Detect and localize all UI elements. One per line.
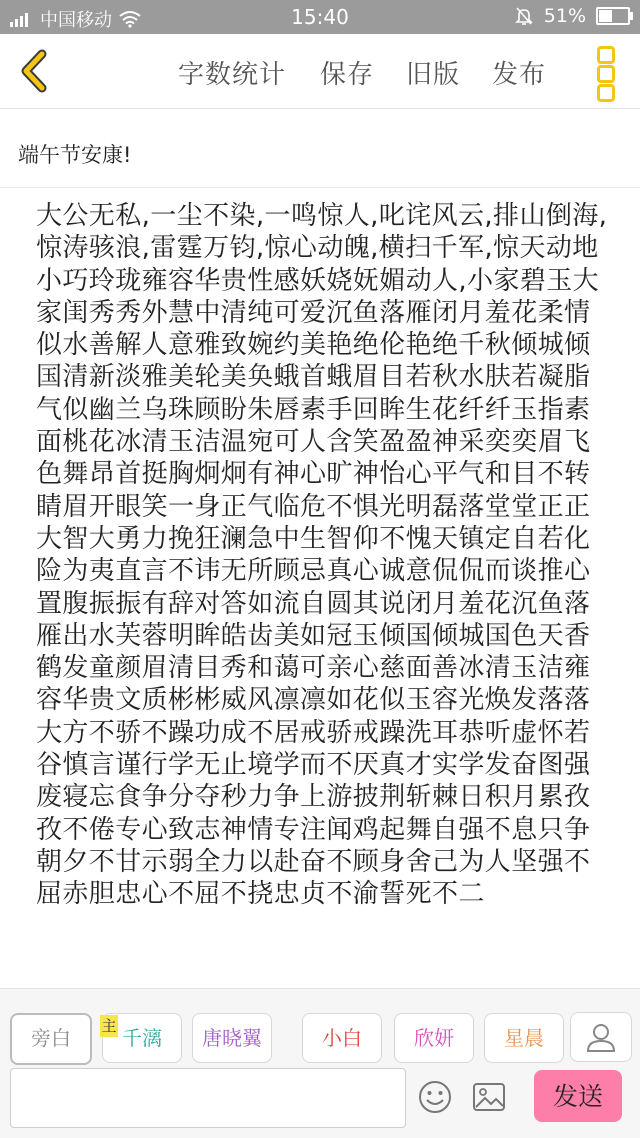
- emoji-icon[interactable]: [418, 1080, 452, 1114]
- character-button[interactable]: 欣妍: [394, 1013, 474, 1063]
- back-arrow-icon[interactable]: [14, 46, 54, 96]
- character-button[interactable]: 旁白: [10, 1013, 92, 1065]
- composer-row: [0, 1066, 640, 1138]
- status-bar: [0, 0, 640, 34]
- image-icon[interactable]: [472, 1082, 506, 1112]
- document-title[interactable]: 端午节安康!: [18, 143, 132, 167]
- main-character-tag: 主: [101, 1017, 117, 1035]
- word-count-button[interactable]: 字数统计: [178, 60, 287, 90]
- more-menu-icon[interactable]: [594, 44, 616, 100]
- send-button[interactable]: 发送: [534, 1070, 622, 1122]
- status-right: [514, 5, 630, 27]
- document-title-row[interactable]: [0, 109, 640, 188]
- save-button[interactable]: 保存: [320, 60, 375, 90]
- character-button[interactable]: 千漓: [102, 1013, 182, 1063]
- character-button[interactable]: 唐晓翼: [192, 1013, 272, 1063]
- publish-button[interactable]: 发布: [492, 60, 547, 90]
- battery-percent: 51%: [543, 5, 586, 27]
- mute-bell-icon: [514, 6, 534, 26]
- document-body[interactable]: 大公无私,一尘不染,一鸣惊人,叱诧风云,排山倒海,惊涛骇浪,雷霆万钧,惊心动魄,横扫千军,惊天动地小巧玲珑雍容华贵性感妖娆妩媚动人,小家碧玉大家闺秀秀外慧中清纯可爱沉鱼落雁闭月羞花柔情似水善解人意雅致婉约美艳绝伦艳绝千秋倾城倾国清新淡雅美轮美奂蛾首蛾眉目若秋水肤若凝脂气似幽兰乌珠顾盼朱唇素手回眸生花纤纤玉指素面桃花冰清玉洁温宛可人含笑盈盈神采奕奕眉飞色舞昂首挺胸炯炯有神心旷神怡心平气和目不转睛眉开眼笑一身正气临危不惧光明磊落堂堂正正大智大勇力挽狂澜急中生智仰不愧天镇定自若化险为夷直言不讳无所顾忌真心诚意侃侃而谈推心置腹振振有辞对答如流自圆其说闭月羞花沉鱼落雁出水芙蓉明眸皓齿美如冠玉倾国倾城国色天香鹤发童颜眉清目秀和蔼可亲心慈面善冰清玉洁雍容华贵文质彬彬威风凛凛如花似玉容光焕发落落大方不骄不躁功成不居戒骄戒躁洗耳恭听虚怀若谷慎言谨行学无止境学而不厌真才实学发奋图强废寝忘食争分夺秒力争上游披荆斩棘日积月累孜孜不倦专心致志神情专注闻鸡起舞自强不息只争朝夕不甘示弱全力以赴奋不顾身舍己为人坚强不屈赤胆忠心不屈不挠忠贞不渝誓死不二: [36, 201, 608, 910]
- message-input[interactable]: [10, 1068, 406, 1128]
- character-button[interactable]: 小白: [302, 1013, 382, 1063]
- status-time: 15:40: [291, 5, 349, 29]
- character-button[interactable]: 星晨: [484, 1013, 564, 1063]
- user-profile-button[interactable]: [570, 1012, 632, 1062]
- battery-icon: [596, 7, 630, 25]
- user-icon: [571, 1013, 631, 1061]
- top-toolbar: [0, 34, 640, 109]
- carrier-label: 中国移动: [40, 10, 112, 31]
- old-version-button[interactable]: 旧版: [406, 60, 461, 90]
